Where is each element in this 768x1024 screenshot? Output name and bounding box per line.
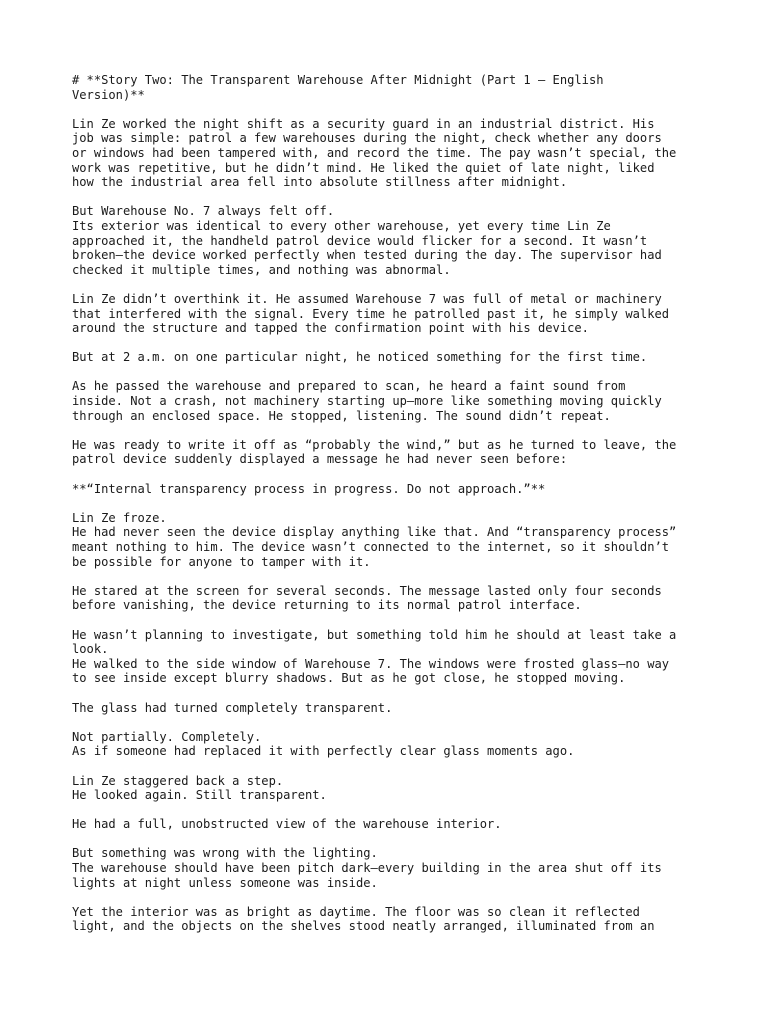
paragraph	[72, 117, 732, 190]
text-line: The warehouse should have been pitch dark—every building in the area shut off its	[72, 861, 662, 876]
text-line: Lin Ze froze.	[72, 510, 167, 525]
text-line: **“Internal transparency process in progress. Do not approach.”**	[72, 481, 546, 496]
text-line: As he passed the warehouse and prepared to scan, he heard a faint sound from	[72, 379, 626, 394]
paragraph	[72, 628, 732, 686]
paragraph	[72, 438, 732, 467]
paragraph	[72, 584, 732, 613]
text-line: He looked again. Still transparent.	[72, 788, 327, 803]
text-line: Yet the interior was as bright as daytime. The floor was so clean it reflected	[72, 904, 640, 919]
paragraph	[72, 511, 732, 569]
text-line: inside. Not a crash, not machinery starting up—more like something moving quickly	[72, 394, 662, 409]
paragraph	[72, 482, 732, 497]
paragraph	[72, 905, 732, 934]
text-line: He stared at the screen for several seconds. The message lasted only four seconds	[72, 583, 662, 598]
text-line: Its exterior was identical to every other warehouse, yet every time Lin Ze	[72, 218, 611, 233]
paragraph	[72, 204, 732, 277]
text-line: around the structure and tapped the confirmation point with his device.	[72, 321, 589, 336]
paragraph	[72, 817, 732, 832]
text-line: approached it, the handheld patrol device would flicker for a second. It wasn’t	[72, 233, 648, 248]
paragraph	[72, 730, 732, 759]
paragraph	[72, 846, 732, 890]
text-line: But at 2 a.m. on one particular night, he noticed something for the first time.	[72, 350, 648, 365]
text-line: to see inside except blurry shadows. But as he got close, he stopped moving.	[72, 671, 626, 686]
text-line: patrol device suddenly displayed a message he had never seen before:	[72, 452, 568, 467]
text-line: Lin Ze didn’t overthink it. He assumed Warehouse 7 was full of metal or machinery	[72, 291, 662, 306]
text-line: how the industrial area fell into absolute stillness after midnight.	[72, 175, 568, 190]
text-line: light, and the objects on the shelves stood neatly arranged, illuminated from an	[72, 919, 655, 934]
text-line: work was repetitive, but he didn’t mind. He liked the quiet of late night, liked	[72, 160, 655, 175]
text-line: lights at night unless someone was inside.	[72, 875, 378, 890]
text-line: But something was wrong with the lighting.	[72, 846, 378, 861]
text-line: Not partially. Completely.	[72, 729, 262, 744]
document-page	[72, 73, 732, 949]
text-line: He wasn’t planning to investigate, but something told him he should at least take a	[72, 627, 677, 642]
paragraph	[72, 73, 732, 102]
text-line: Lin Ze worked the night shift as a security guard in an industrial district. His	[72, 116, 655, 131]
text-line: Version)**	[72, 87, 145, 102]
text-line: checked it multiple times, and nothing was abnormal.	[72, 262, 451, 277]
text-line: through an enclosed space. He stopped, listening. The sound didn’t repeat.	[72, 408, 611, 423]
text-line: He had a full, unobstructed view of the warehouse interior.	[72, 817, 502, 832]
paragraph	[72, 774, 732, 803]
text-line: He had never seen the device display anything like that. And “transparency process”	[72, 525, 677, 540]
text-line: The glass had turned completely transparent.	[72, 700, 393, 715]
paragraph	[72, 701, 732, 716]
paragraph	[72, 350, 732, 365]
paragraph	[72, 292, 732, 336]
text-line: He was ready to write it off as “probably the wind,” but as he turned to leave, the	[72, 437, 677, 452]
text-line: or windows had been tampered with, and record the time. The pay wasn’t special, the	[72, 145, 677, 160]
text-line: Lin Ze staggered back a step.	[72, 773, 284, 788]
text-line: before vanishing, the device returning to its normal patrol interface.	[72, 598, 582, 613]
text-line: meant nothing to him. The device wasn’t connected to the internet, so it shouldn’t	[72, 540, 670, 554]
text-line: broken—the device worked perfectly when tested during the day. The supervisor had	[72, 248, 662, 263]
text-line: He walked to the side window of Warehouse 7. The windows were frosted glass—no way	[72, 656, 670, 671]
text-line: job was simple: patrol a few warehouses during the night, check whether any doors	[72, 131, 662, 146]
paragraph	[72, 379, 732, 423]
text-line: # **Story Two: The Transparent Warehouse After Midnight (Part 1 – English	[72, 73, 604, 87]
text-line: be possible for anyone to tamper with it.	[72, 554, 371, 569]
text-line: look.	[72, 642, 109, 657]
text-line: As if someone had replaced it with perfectly clear glass moments ago.	[72, 744, 575, 759]
text-line: But Warehouse No. 7 always felt off.	[72, 204, 335, 219]
text-line: that interfered with the signal. Every time he patrolled past it, he simply walked	[72, 306, 670, 321]
